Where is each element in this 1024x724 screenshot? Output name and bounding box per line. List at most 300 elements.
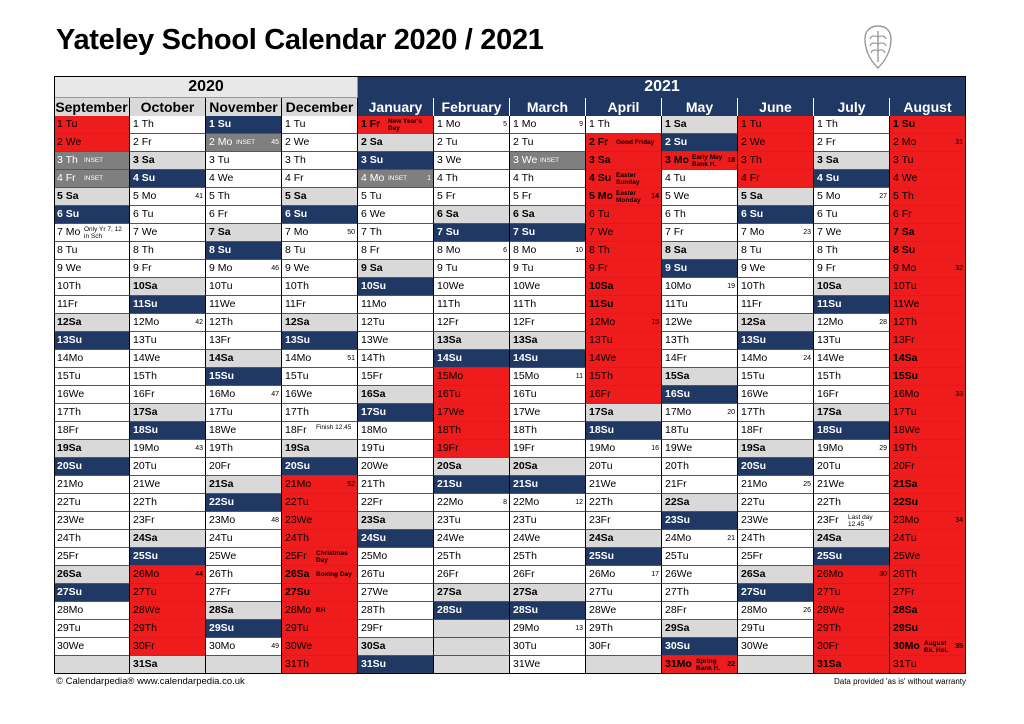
day-cell bbox=[130, 260, 206, 278]
event-note: Christmas Day bbox=[316, 550, 348, 564]
day-cell bbox=[738, 386, 814, 404]
day-label: 31Th bbox=[285, 658, 309, 670]
day-label: 2 Sa bbox=[361, 136, 383, 148]
day-cell bbox=[358, 638, 434, 656]
day-cell bbox=[586, 404, 662, 422]
day-label: 21Mo bbox=[285, 478, 312, 490]
day-cell bbox=[434, 260, 510, 278]
day-label: 11We bbox=[209, 298, 236, 310]
day-cell bbox=[54, 638, 130, 656]
day-label: 26Fr bbox=[513, 568, 535, 580]
month-header-february: February bbox=[434, 98, 510, 116]
event-note: Only Yr 7, 12 in Sch bbox=[84, 226, 122, 240]
week-number: 12 bbox=[575, 499, 583, 506]
day-label: 19Th bbox=[893, 442, 917, 454]
day-cell bbox=[434, 296, 510, 314]
day-cell bbox=[814, 332, 890, 350]
day-cell bbox=[738, 260, 814, 278]
day-label: 24Sa bbox=[589, 532, 614, 544]
week-number: 13 bbox=[575, 625, 583, 632]
day-label: 6 Sa bbox=[513, 208, 535, 220]
day-label: 31Sa bbox=[817, 658, 842, 670]
day-label: 15Su bbox=[893, 370, 919, 382]
day-label: 31Sa bbox=[133, 658, 158, 670]
year-header-2020: 2020 bbox=[54, 76, 358, 98]
day-label: 5 Sa bbox=[285, 190, 307, 202]
day-cell bbox=[814, 656, 890, 674]
day-label: 16Mo bbox=[209, 388, 236, 400]
day-cell bbox=[662, 188, 738, 206]
day-cell bbox=[510, 260, 586, 278]
day-label: 22Th bbox=[817, 496, 841, 508]
day-cell bbox=[510, 602, 586, 620]
day-label: 4 Th bbox=[437, 172, 458, 184]
day-cell bbox=[662, 530, 738, 548]
day-label: 21Mo bbox=[741, 478, 768, 490]
day-cell bbox=[738, 224, 814, 242]
day-label: 25Su bbox=[589, 550, 615, 562]
month-header-september: September bbox=[54, 98, 130, 116]
day-label: 21Th bbox=[361, 478, 385, 490]
day-label: 19Tu bbox=[361, 442, 385, 454]
day-label: 6 Su bbox=[285, 208, 308, 220]
week-number: 34 bbox=[955, 517, 963, 524]
day-cell bbox=[890, 134, 966, 152]
week-number: 11 bbox=[575, 373, 583, 380]
day-label: 12Th bbox=[209, 316, 233, 328]
day-cell bbox=[434, 116, 510, 134]
day-label: 21Su bbox=[437, 478, 463, 490]
month-header-march: March bbox=[510, 98, 586, 116]
day-cell bbox=[282, 206, 358, 224]
day-cell bbox=[890, 296, 966, 314]
day-cell bbox=[586, 242, 662, 260]
day-label: 14Mo bbox=[57, 352, 84, 364]
day-label: 30Su bbox=[665, 640, 691, 652]
day-cell bbox=[54, 512, 130, 530]
week-number: 28 bbox=[879, 319, 887, 326]
day-cell bbox=[434, 170, 510, 188]
day-cell bbox=[586, 548, 662, 566]
day-label: 16Fr bbox=[817, 388, 839, 400]
event-note: Easter Sunday bbox=[616, 172, 640, 186]
day-cell bbox=[738, 296, 814, 314]
day-label: 8 Sa bbox=[665, 244, 687, 256]
day-label: 17Tu bbox=[893, 406, 917, 418]
day-cell bbox=[510, 512, 586, 530]
day-cell bbox=[890, 566, 966, 584]
day-label: 6 Fr bbox=[893, 208, 912, 220]
day-label: 1 Th bbox=[817, 118, 838, 130]
day-cell bbox=[814, 188, 890, 206]
day-label: 18Tu bbox=[665, 424, 689, 436]
day-cell bbox=[54, 656, 130, 674]
day-label: 12Tu bbox=[361, 316, 385, 328]
day-cell bbox=[434, 242, 510, 260]
day-label: 20We bbox=[361, 460, 389, 472]
day-label: 25Th bbox=[513, 550, 537, 562]
month-header-november: November bbox=[206, 98, 282, 116]
day-label: 22Fr bbox=[361, 496, 383, 508]
day-label: 9 We bbox=[285, 262, 310, 274]
day-cell bbox=[130, 440, 206, 458]
day-label: 5 Fr bbox=[513, 190, 532, 202]
day-cell bbox=[434, 206, 510, 224]
day-cell bbox=[206, 458, 282, 476]
day-cell bbox=[282, 170, 358, 188]
day-cell bbox=[814, 314, 890, 332]
day-label: 30Fr bbox=[817, 640, 839, 652]
day-cell bbox=[206, 620, 282, 638]
day-cell bbox=[282, 242, 358, 260]
day-cell bbox=[54, 332, 130, 350]
day-label: 2 Fr bbox=[133, 136, 152, 148]
day-label: 18Su bbox=[133, 424, 159, 436]
day-cell bbox=[814, 566, 890, 584]
day-cell bbox=[662, 206, 738, 224]
week-number: 44 bbox=[195, 571, 203, 578]
day-label: 11Su bbox=[817, 298, 842, 310]
week-number: 16 bbox=[651, 445, 659, 452]
day-cell bbox=[54, 602, 130, 620]
week-number: 25 bbox=[803, 481, 811, 488]
day-label: 15Tu bbox=[57, 370, 81, 382]
day-cell bbox=[662, 296, 738, 314]
day-cell bbox=[130, 566, 206, 584]
day-cell bbox=[434, 386, 510, 404]
day-label: 3 Sa bbox=[817, 154, 839, 166]
day-label: 20Su bbox=[285, 460, 311, 472]
day-cell bbox=[130, 620, 206, 638]
day-cell bbox=[586, 494, 662, 512]
day-label: 18We bbox=[893, 424, 921, 436]
day-cell bbox=[890, 188, 966, 206]
day-cell bbox=[738, 170, 814, 188]
week-number: 24 bbox=[803, 355, 811, 362]
day-cell bbox=[890, 260, 966, 278]
day-cell bbox=[358, 368, 434, 386]
day-cell bbox=[814, 134, 890, 152]
day-label: 12We bbox=[665, 316, 693, 328]
day-label: 8 Mo bbox=[437, 244, 461, 256]
day-cell bbox=[586, 422, 662, 440]
week-number: 15 bbox=[651, 319, 659, 326]
day-cell bbox=[282, 530, 358, 548]
day-cell bbox=[54, 116, 130, 134]
day-label: 8 Fr bbox=[361, 244, 380, 256]
day-cell bbox=[434, 278, 510, 296]
day-cell bbox=[510, 206, 586, 224]
day-cell bbox=[586, 296, 662, 314]
day-cell bbox=[358, 602, 434, 620]
day-label: 18Mo bbox=[361, 424, 388, 436]
day-label: 10We bbox=[437, 280, 465, 292]
day-label: 27Sa bbox=[437, 586, 462, 598]
week-number: 14 bbox=[651, 193, 659, 200]
day-cell bbox=[510, 404, 586, 422]
day-label: 30Tu bbox=[513, 640, 537, 652]
day-cell bbox=[130, 656, 206, 674]
day-cell bbox=[206, 440, 282, 458]
day-label: 17Th bbox=[741, 406, 765, 418]
day-label: 25Th bbox=[437, 550, 461, 562]
day-label: 11Su bbox=[589, 298, 614, 310]
day-label: 24Sa bbox=[133, 532, 158, 544]
day-cell bbox=[282, 548, 358, 566]
day-cell bbox=[814, 386, 890, 404]
day-cell bbox=[738, 242, 814, 260]
event-note: Good Friday bbox=[616, 139, 655, 146]
day-cell bbox=[282, 314, 358, 332]
day-cell bbox=[54, 134, 130, 152]
day-label: 10Mo bbox=[665, 280, 692, 292]
day-label: 7 Sa bbox=[209, 226, 231, 238]
day-label: 20Th bbox=[665, 460, 689, 472]
day-label: 18We bbox=[209, 424, 237, 436]
day-label: 6 Th bbox=[665, 208, 686, 220]
day-label: 14Sa bbox=[209, 352, 234, 364]
day-cell bbox=[282, 260, 358, 278]
day-label: 31We bbox=[513, 658, 541, 670]
day-cell bbox=[586, 584, 662, 602]
day-label: 20Tu bbox=[133, 460, 157, 472]
week-number: 47 bbox=[271, 391, 279, 398]
day-cell bbox=[510, 278, 586, 296]
day-label: 1 Tu bbox=[285, 118, 306, 130]
day-label: 9 Tu bbox=[437, 262, 458, 274]
day-label: 24We bbox=[437, 532, 465, 544]
day-label: 23Su bbox=[665, 514, 691, 526]
day-cell bbox=[510, 620, 586, 638]
day-label: 10Th bbox=[57, 280, 81, 292]
day-label: 12Th bbox=[893, 316, 917, 328]
day-cell bbox=[890, 548, 966, 566]
week-number: 21 bbox=[727, 535, 735, 542]
day-cell bbox=[358, 620, 434, 638]
day-label: 4 Su bbox=[589, 172, 612, 184]
day-cell bbox=[662, 314, 738, 332]
day-label: 20Sa bbox=[513, 460, 538, 472]
day-cell bbox=[282, 620, 358, 638]
day-cell bbox=[586, 368, 662, 386]
day-label: 26Th bbox=[209, 568, 233, 580]
day-cell bbox=[662, 602, 738, 620]
day-cell bbox=[130, 152, 206, 170]
day-label: 16Fr bbox=[589, 388, 611, 400]
day-cell bbox=[434, 152, 510, 170]
day-label: 23Tu bbox=[437, 514, 461, 526]
day-label: 20Su bbox=[57, 460, 83, 472]
day-cell bbox=[358, 656, 434, 674]
day-cell bbox=[282, 368, 358, 386]
week-number: 5 bbox=[503, 121, 507, 128]
day-label: 3 Th bbox=[741, 154, 762, 166]
day-label: 18Th bbox=[437, 424, 461, 436]
day-cell bbox=[434, 530, 510, 548]
day-cell bbox=[54, 440, 130, 458]
day-label: 17We bbox=[437, 406, 465, 418]
day-label: 18Su bbox=[817, 424, 843, 436]
day-label: 17We bbox=[513, 406, 541, 418]
day-cell bbox=[282, 512, 358, 530]
day-label: 29Th bbox=[589, 622, 613, 634]
day-label: 8 Th bbox=[133, 244, 154, 256]
day-cell bbox=[510, 152, 586, 170]
day-label: 24Mo bbox=[665, 532, 692, 544]
day-cell bbox=[662, 404, 738, 422]
day-label: 20Fr bbox=[893, 460, 915, 472]
day-label: 8 Tu bbox=[57, 244, 78, 256]
day-label: 7 Su bbox=[513, 226, 536, 238]
day-label: 25Fr bbox=[57, 550, 79, 562]
day-label: 1 Th bbox=[589, 118, 610, 130]
day-label: 10Th bbox=[285, 280, 309, 292]
day-label: 22Tu bbox=[741, 496, 765, 508]
day-label: 15Th bbox=[133, 370, 157, 382]
week-number: 46 bbox=[271, 265, 279, 272]
day-label: 6 Sa bbox=[437, 208, 459, 220]
day-label: 4 Su bbox=[133, 172, 156, 184]
day-cell bbox=[358, 170, 434, 188]
day-cell bbox=[358, 116, 434, 134]
day-label: 20Tu bbox=[817, 460, 841, 472]
day-cell bbox=[130, 278, 206, 296]
day-label: 6 Tu bbox=[133, 208, 154, 220]
event-note: INSET bbox=[388, 175, 408, 182]
month-header-july: July bbox=[814, 98, 890, 116]
day-label: 30We bbox=[57, 640, 85, 652]
day-cell bbox=[54, 620, 130, 638]
day-label: 2 Mo bbox=[209, 136, 233, 148]
day-cell bbox=[738, 548, 814, 566]
day-label: 5 Th bbox=[893, 190, 914, 202]
day-cell bbox=[738, 476, 814, 494]
day-cell bbox=[814, 260, 890, 278]
day-label: 16Sa bbox=[361, 388, 386, 400]
day-cell bbox=[54, 152, 130, 170]
day-label: 2 Tu bbox=[437, 136, 458, 148]
day-cell bbox=[586, 278, 662, 296]
day-label: 1 Mo bbox=[513, 118, 537, 130]
day-cell bbox=[434, 512, 510, 530]
day-cell bbox=[282, 152, 358, 170]
day-label: 12Mo bbox=[589, 316, 616, 328]
day-cell bbox=[434, 134, 510, 152]
day-cell bbox=[358, 152, 434, 170]
day-label: 23Tu bbox=[513, 514, 537, 526]
day-cell bbox=[130, 368, 206, 386]
day-cell bbox=[206, 422, 282, 440]
school-crest-icon bbox=[862, 24, 894, 70]
week-number: 49 bbox=[271, 643, 279, 650]
day-label: 12Sa bbox=[285, 316, 310, 328]
day-cell bbox=[814, 296, 890, 314]
event-note: INSET bbox=[236, 139, 256, 146]
day-cell bbox=[890, 440, 966, 458]
day-cell bbox=[510, 386, 586, 404]
day-label: 20Su bbox=[741, 460, 767, 472]
day-cell bbox=[890, 242, 966, 260]
day-label: 11Fr bbox=[285, 298, 306, 310]
day-cell bbox=[54, 170, 130, 188]
day-label: 3 Th bbox=[285, 154, 306, 166]
event-note: New Year's Day bbox=[388, 118, 422, 132]
day-label: 26Tu bbox=[361, 568, 385, 580]
day-cell bbox=[738, 638, 814, 656]
day-label: 4 Fr bbox=[57, 172, 76, 184]
day-label: 6 Su bbox=[741, 208, 764, 220]
day-cell bbox=[510, 584, 586, 602]
day-cell bbox=[206, 476, 282, 494]
day-cell bbox=[890, 494, 966, 512]
day-cell bbox=[738, 206, 814, 224]
day-label: 26Mo bbox=[133, 568, 160, 580]
day-label: 19Mo bbox=[589, 442, 616, 454]
day-label: 29Th bbox=[817, 622, 841, 634]
day-cell bbox=[662, 440, 738, 458]
day-label: 29Tu bbox=[57, 622, 81, 634]
day-cell bbox=[814, 548, 890, 566]
day-label: 1 Tu bbox=[57, 118, 78, 130]
event-note: August Bk. Hol. bbox=[924, 640, 949, 654]
day-label: 13We bbox=[361, 334, 389, 346]
day-cell bbox=[130, 314, 206, 332]
day-label: 26Mo bbox=[817, 568, 844, 580]
day-label: 7 We bbox=[589, 226, 614, 238]
day-cell bbox=[890, 224, 966, 242]
day-cell bbox=[510, 638, 586, 656]
week-number: 27 bbox=[879, 193, 887, 200]
day-cell bbox=[282, 188, 358, 206]
day-cell bbox=[130, 584, 206, 602]
day-cell bbox=[890, 152, 966, 170]
day-label: 17Th bbox=[57, 406, 81, 418]
day-cell bbox=[130, 548, 206, 566]
day-label: 23Mo bbox=[893, 514, 920, 526]
event-note: Early May Bank H. bbox=[692, 154, 723, 168]
day-label: 16We bbox=[741, 388, 769, 400]
day-cell bbox=[130, 458, 206, 476]
day-cell bbox=[814, 224, 890, 242]
day-cell bbox=[54, 494, 130, 512]
day-cell bbox=[814, 422, 890, 440]
day-cell bbox=[738, 530, 814, 548]
day-label: 14We bbox=[589, 352, 617, 364]
day-label: 17Tu bbox=[209, 406, 233, 418]
day-label: 9 Tu bbox=[513, 262, 534, 274]
day-cell bbox=[662, 350, 738, 368]
day-cell bbox=[434, 548, 510, 566]
day-cell bbox=[130, 188, 206, 206]
day-cell bbox=[662, 548, 738, 566]
day-cell bbox=[814, 476, 890, 494]
day-label: 28We bbox=[133, 604, 161, 616]
day-label: 2 Fr bbox=[589, 136, 609, 148]
day-label: 14Sa bbox=[893, 352, 918, 364]
day-cell bbox=[434, 188, 510, 206]
day-cell bbox=[662, 476, 738, 494]
day-label: 25We bbox=[209, 550, 237, 562]
day-cell bbox=[510, 368, 586, 386]
day-label: 13Sa bbox=[437, 334, 462, 346]
day-label: 23We bbox=[741, 514, 769, 526]
day-cell bbox=[586, 458, 662, 476]
day-label: 2 We bbox=[285, 136, 310, 148]
day-cell bbox=[206, 404, 282, 422]
day-cell bbox=[206, 638, 282, 656]
day-label: 5 Mo bbox=[589, 190, 613, 202]
day-cell bbox=[510, 548, 586, 566]
